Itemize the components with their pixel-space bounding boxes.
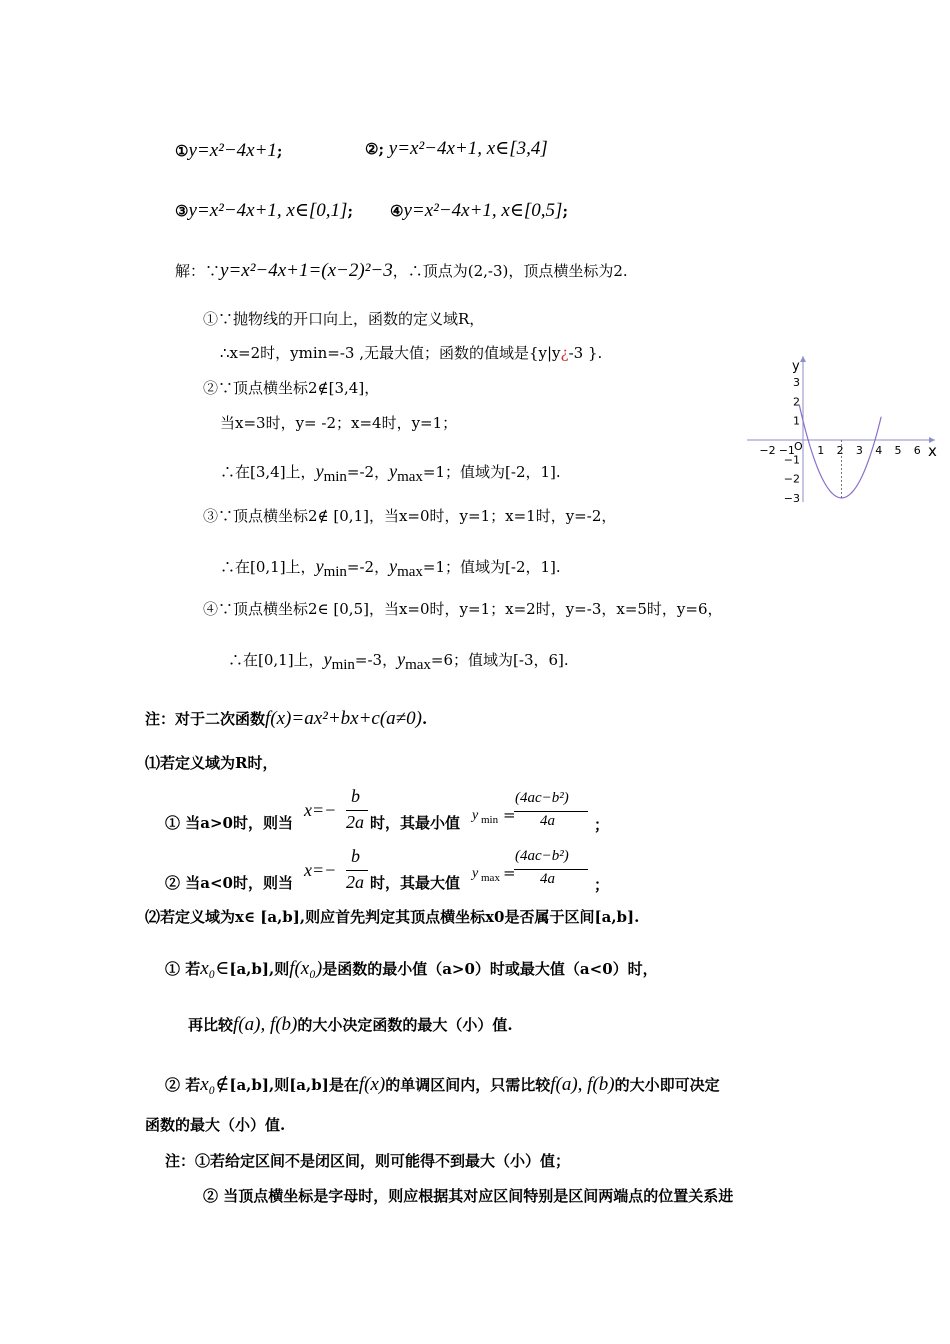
- parabola-graph: [745, 352, 940, 512]
- x-axis-label: x: [928, 442, 937, 460]
- note-2-line-1: 注：①若给定区间不是闭区间，则可能得不到最大（小）值；: [165, 1152, 571, 1170]
- solution-intro: 解：∵y=x²−4x+1=(x−2)²−3，∴顶点为(2,-3)，顶点横坐标为2.: [175, 260, 628, 281]
- fraction-bar: [346, 870, 368, 871]
- semicolon: ；: [594, 816, 610, 834]
- note-case-1b-mid: 时，其最大值: [370, 874, 461, 892]
- y-tick-label: 2: [793, 395, 800, 409]
- y-tick-label: −1: [783, 453, 800, 467]
- y-tick-label: 1: [793, 414, 800, 428]
- note-case-1b: ② 当a<0时，则当: [165, 874, 293, 892]
- min-value-formula: y min = (4ac−b²) 4a: [472, 790, 602, 838]
- solution-step-2a: ②∵顶点横坐标2∉[3,4]，: [203, 379, 380, 397]
- vertex-formula-1: x=− b 2a: [304, 788, 374, 838]
- solution-step-2b: 当x=3时，y= -2；x=4时，y=1；: [220, 414, 458, 432]
- x-tick-label: 3: [855, 444, 863, 457]
- note-case-2b-cont: 函数的最大（小）值.: [145, 1116, 286, 1134]
- solution-step-4b: ∴在[0,1]上，$y_{min}=-3$，$y_{max}=6$；值域为[-3，6].: [228, 649, 569, 673]
- y-tick-label: 3: [793, 376, 800, 390]
- max-value-formula: y max = (4ac−b²) 4a: [472, 848, 602, 896]
- x-tick-label: 1: [817, 444, 825, 457]
- y-tick-label: −3: [783, 491, 800, 505]
- x-tick-label: 2: [836, 444, 844, 457]
- x-tick-label: 5: [894, 444, 902, 457]
- semicolon: ；: [594, 876, 610, 894]
- note-case-2: ⑵若定义域为x∈ [a,b],则应首先判定其顶点横坐标x0是否属于区间[a,b].: [145, 908, 640, 926]
- problem-2: ②; y=x²−4x+1, x∈[3,4]: [365, 138, 548, 159]
- note-case-1a: ① 当a>0时，则当: [165, 814, 293, 832]
- note-case-2b: ② 若x₀∉[a,b],则[a,b]是在f(x)的单调区间内，只需比较f(a), f(b)的大小即可决定: [165, 1074, 720, 1095]
- x-tick-label: 6: [913, 444, 921, 457]
- solution-step-4a: ④∵顶点横坐标2∈ [0,5]，当x=0时，y=1；x=2时，y=-3，x=5时，y=6，: [203, 600, 723, 618]
- problem-3: ③y=x²−4x+1, x∈[0,1];: [175, 200, 353, 221]
- x-tick-label: −1: [778, 444, 795, 457]
- x-tick-label: 4: [875, 444, 883, 457]
- y-axis-label: y: [792, 359, 800, 374]
- fraction-bar: [346, 810, 368, 811]
- fraction-bar: [514, 811, 588, 812]
- fraction-bar: [514, 869, 588, 870]
- solution-step-1a: ①∵抛物线的开口向上，函数的定义域R，: [203, 310, 485, 328]
- note-case-1a-mid: 时，其最小值: [370, 814, 461, 832]
- note-case-2a-cont: 再比较f(a), f(b)的大小决定函数的最大（小）值.: [188, 1014, 513, 1035]
- x-tick-label: −2: [759, 444, 776, 457]
- note-2-line-2: ② 当顶点横坐标是字母时，则应根据其对应区间特别是区间两端点的位置关系进: [203, 1187, 734, 1205]
- problem-4: ④y=x²−4x+1, x∈[0,5];: [390, 200, 568, 221]
- solution-step-3a: ③∵顶点横坐标2∉ [0,1]，当x=0时，y=1；x=1时，y=-2，: [203, 507, 617, 525]
- note-case-2a: ① 若x₀∈[a,b],则f(x₀)是函数的最小值（a>0）时或最大值（a<0）时，: [165, 958, 658, 979]
- origin-label: O: [794, 440, 803, 453]
- note-case-1: ⑴若定义域为R时，: [145, 754, 278, 772]
- solution-step-2c: ∴在[3,4]上，$y_{min}=-2$，$y_{max}=1$；值域为[-2，1].: [220, 461, 561, 485]
- solution-step-3b: ∴在[0,1]上，$y_{min}=-2$，$y_{max}=1$；值域为[-2，1].: [220, 556, 561, 580]
- y-tick-label: −2: [783, 472, 800, 486]
- vertex-formula-2: x=− b 2a: [304, 848, 374, 898]
- problem-1: ①y=x²−4x+1;: [175, 140, 283, 161]
- solution-step-1b: ∴x=2时，ymin=-3 ,无最大值；函数的值域是{y|y¿-3 }.: [220, 344, 603, 362]
- note-title: 注：对于二次函数f(x)=ax²+bx+c(a≠0).: [145, 708, 428, 729]
